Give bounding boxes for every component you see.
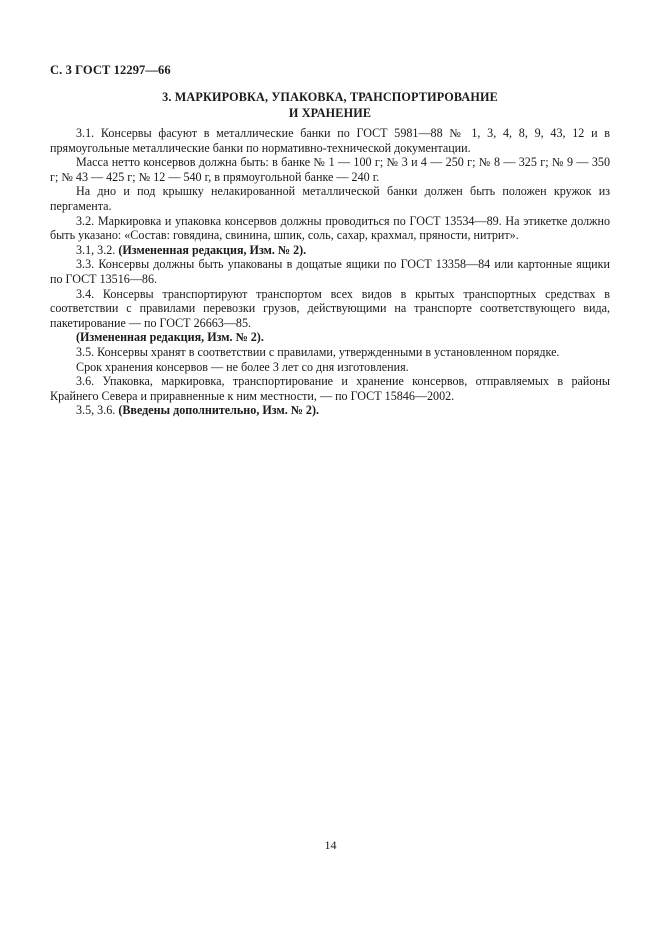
paragraph-net-mass: Масса нетто консервов должна быть: в банке № 1 — 100 г; № 3 и 4 — 250 г; № 8 — 325 г; № 9 — 350 г; № 43 — 425 г; № 12 — 540 г, в прямоугольной банке — 240 г. xyxy=(50,155,610,184)
note-revised-label-2: (Измененная редакция, Изм. № 2). xyxy=(76,330,264,345)
paragraph-3-6: 3.6. Упаковка, маркировка, транспортирование и хранение консервов, отправляемых в районы Крайнего Севера и приравненные к ним местности, — по ГОСТ 15846—2002. xyxy=(50,374,610,403)
note-revised-3-1-3-2 xyxy=(50,243,610,258)
section-title xyxy=(50,90,610,121)
paragraph-parchment-disc: На дно и под крышку нелакированной металлической банки должен быть положен кружок из пергамента. xyxy=(50,184,610,213)
page-number: 14 xyxy=(324,838,337,852)
section-title-line-1: 3. МАРКИРОВКА, УПАКОВКА, ТРАНСПОРТИРОВАНИЕ xyxy=(162,90,498,104)
body-text-block xyxy=(50,126,610,418)
note-added-label: (Введены дополнительно, Изм. № 2). xyxy=(118,403,320,418)
paragraph-3-5: 3.5. Консервы хранят в соответствии с правилами, утвержденными в установленном порядке. xyxy=(76,344,560,359)
paragraph-3-1: 3.1. Консервы фасуют в металлические банки по ГОСТ 5981—88 № 1, 3, 4, 8, 9, 43, 12 и в прямоугольные металлические банки по нормативно-технической документации. xyxy=(50,126,610,155)
note-clause-reference-2: 3.5, 3.6. xyxy=(76,403,119,418)
running-head: С. 3 ГОСТ 12297—66 xyxy=(50,63,171,77)
note-clause-reference: 3.1, 3.2. xyxy=(76,242,119,257)
note-revised-3-3-3-4 xyxy=(50,330,610,345)
note-revised-label: (Измененная редакция, Изм. № 2). xyxy=(118,242,307,257)
paragraph-3-2: 3.2. Маркировка и упаковка консервов должны проводиться по ГОСТ 13534—89. На этикетке должно быть указано: «Состав: говядина, свинина, шпик, соль, сахар, крахмал, пряности, нитрит». xyxy=(50,213,610,243)
paragraph-3-4: 3.4. Консервы транспортируют транспортом всех видов в крытых транспортных средствах в соответствии с правилами перевозки грузов, действующими на транспорте соответствующего вида, пакетирование — по ГОСТ 26663—85. xyxy=(50,286,610,330)
paragraph-shelf-life: Срок хранения консервов — не более 3 лет со дня изготовления. xyxy=(76,359,409,374)
section-title-line-2: И ХРАНЕНИЕ xyxy=(288,105,372,120)
note-added-3-5-3-6 xyxy=(50,403,610,418)
paragraph-3-3: 3.3. Консервы должны быть упакованы в дощатые ящики по ГОСТ 13358—84 или картонные ящики по ГОСТ 13516—86. xyxy=(50,257,610,286)
